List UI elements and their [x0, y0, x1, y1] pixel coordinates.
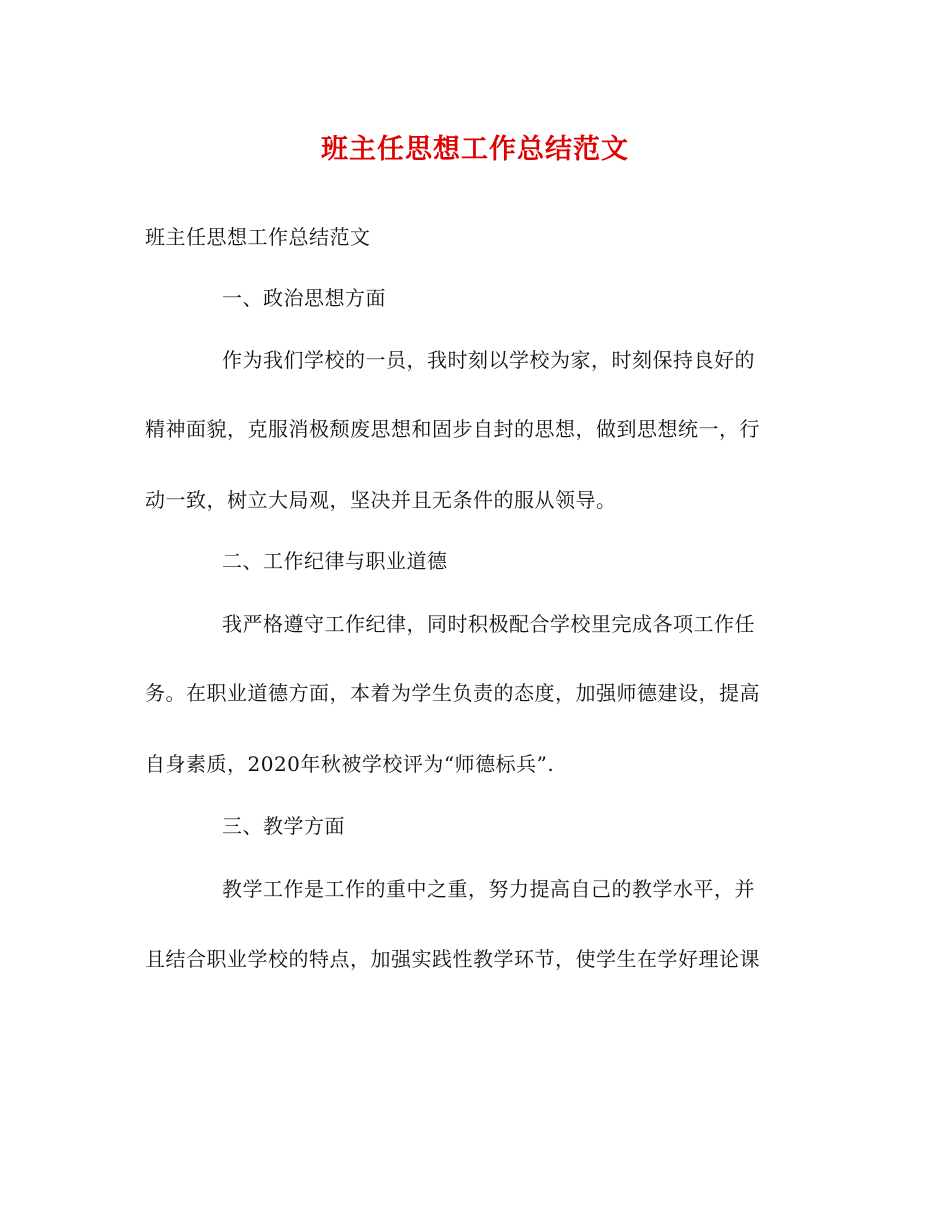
paragraph-line: 精神面貌，克服消极颓废思想和固步自封的思想，做到思想统一，行: [145, 417, 760, 441]
section-heading-teaching: 三、教学方面: [222, 814, 345, 838]
section-heading-politics: 一、政治思想方面: [222, 286, 386, 310]
section-heading-discipline: 二、工作纪律与职业道德: [222, 549, 448, 573]
paragraph-line: 教学工作是工作的重中之重，努力提高自己的教学水平，并: [222, 877, 755, 901]
paragraph-line: 务。在职业道德方面，本着为学生负责的态度，加强师德建设，提高: [145, 681, 760, 705]
paragraph-line: 自身素质，2020年秋被学校评为“师德标兵”.: [145, 752, 555, 776]
paragraph-line: 我严格遵守工作纪律，同时积极配合学校里完成各项工作任: [222, 612, 755, 636]
paragraph-line: 且结合职业学校的特点，加强实践性教学环节，使学生在学好理论课: [145, 947, 760, 971]
subtitle-line: 班主任思想工作总结范文: [145, 225, 371, 249]
paragraph-line: 动一致，树立大局观，坚决并且无条件的服从领导。: [145, 488, 617, 512]
document-title: 班主任思想工作总结范文: [321, 134, 629, 165]
paragraph-line: 作为我们学校的一员，我时刻以学校为家，时刻保持良好的: [222, 348, 755, 372]
